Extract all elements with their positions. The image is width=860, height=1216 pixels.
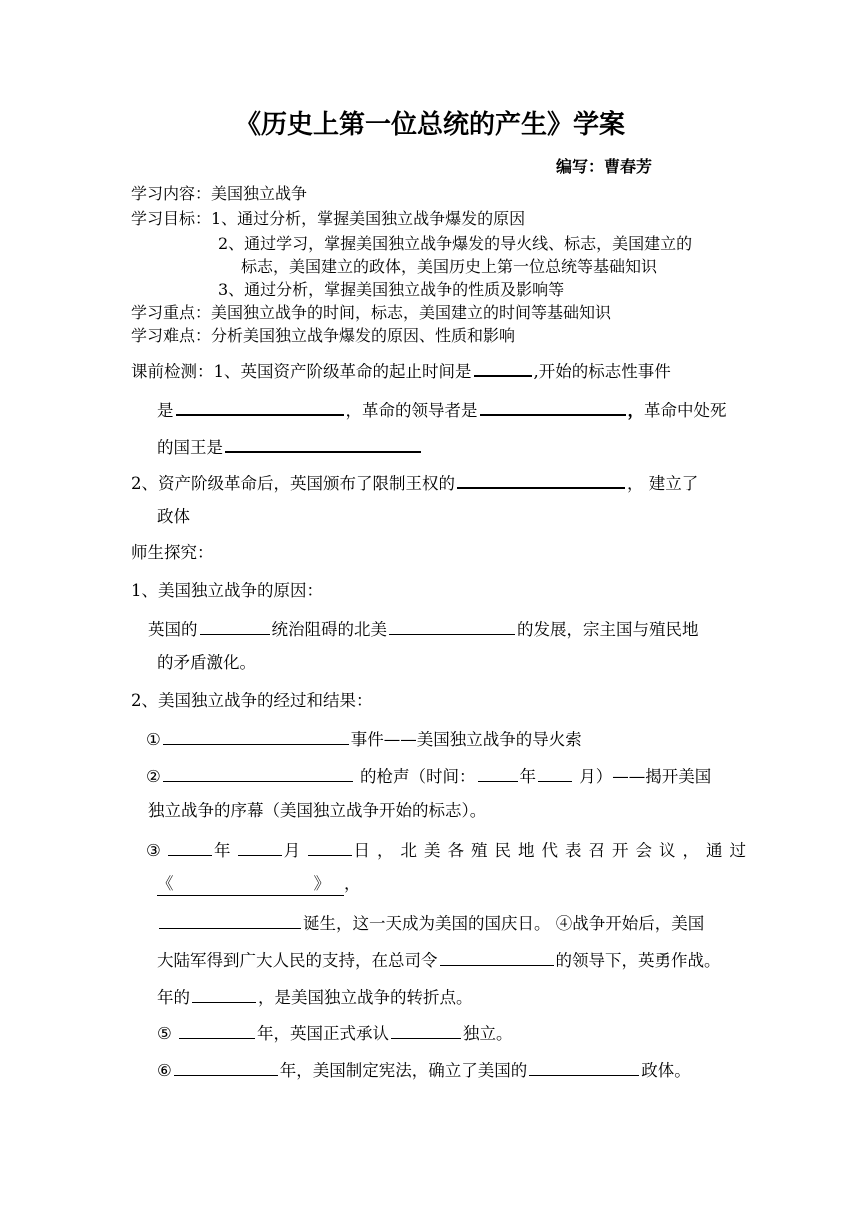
item-6-mark: ⑥ bbox=[157, 1061, 172, 1080]
author-line: 编写：曹春芳 bbox=[556, 157, 653, 176]
blank-gunshot-year[interactable] bbox=[478, 763, 518, 782]
pretest-q1-text-g: 的国王是 bbox=[157, 438, 223, 457]
blank-turning-point[interactable] bbox=[192, 984, 256, 1003]
blank-declaration-year[interactable] bbox=[168, 837, 212, 856]
blank-colonial-rule[interactable] bbox=[200, 616, 270, 635]
item-1-mark: ① bbox=[146, 730, 161, 749]
item-3-text-e: 》 bbox=[313, 874, 330, 893]
blank-bill-name[interactable] bbox=[457, 469, 625, 489]
blank-declaration-name[interactable] bbox=[157, 873, 344, 896]
section-1-line1 bbox=[148, 616, 699, 641]
item-2-text-a: 的枪声（时间： bbox=[360, 767, 476, 786]
item-6-line bbox=[157, 1057, 691, 1082]
item-5-text-b: 独立。 bbox=[463, 1024, 513, 1043]
blank-polity[interactable] bbox=[529, 1057, 639, 1076]
key-points: 学习重点：美国独立战争的时间，标志，美国建立的时间等基础知识 bbox=[131, 303, 612, 322]
study-content: 学习内容：美国独立战争 bbox=[131, 184, 308, 203]
section-2-heading: 2、美国独立战争的经过和结果： bbox=[131, 691, 373, 710]
pretest-q2-line2: 政体 bbox=[157, 507, 190, 526]
item-5-line bbox=[157, 1020, 513, 1045]
blank-revolution-period[interactable] bbox=[474, 357, 532, 377]
pretest-q1-text-e: ， bbox=[627, 401, 644, 420]
blank-fuse-event[interactable] bbox=[163, 726, 349, 745]
study-goal-2b: 标志，美国建立的政体，美国历史上第一位总统等基础知识 bbox=[241, 257, 658, 276]
item-3-line4 bbox=[157, 947, 721, 972]
page-title: 《历史上第一位总统的产生》学案 bbox=[234, 110, 625, 140]
s1-text-c: 的发展，宗主国与殖民地 bbox=[517, 620, 699, 639]
pretest-q1-text-d: ，革命的领导者是 bbox=[345, 401, 478, 420]
pretest-q1-text-b: ,开始的标志性事件 bbox=[533, 362, 671, 381]
pretest-q1-line1 bbox=[131, 357, 671, 383]
item-6-text-b: 政体。 bbox=[641, 1061, 691, 1080]
item-2-mark: ② bbox=[146, 767, 161, 786]
blank-recognition-year[interactable] bbox=[179, 1020, 255, 1039]
item-1-line bbox=[146, 726, 582, 751]
pretest-q1-text-f: 革命中处死 bbox=[644, 401, 727, 420]
item-3-text-i: 的领导下，英勇作战。 bbox=[555, 951, 721, 970]
blank-gunshot-place[interactable] bbox=[163, 763, 353, 782]
item-3-text-d: 《 bbox=[157, 874, 174, 893]
section-1-line2: 的矛盾激化。 bbox=[157, 653, 256, 672]
item-3-text-b: 月 bbox=[283, 841, 301, 860]
study-goal-3: 3、通过分析，掌握美国独立战争的性质及影响等 bbox=[218, 280, 565, 299]
item-3-text-g: 诞生，这一天成为美国的国庆日。 ④战争开始后，美国 bbox=[303, 914, 705, 933]
pretest-q2-line1 bbox=[131, 469, 698, 495]
item-3-text-f: ， bbox=[344, 874, 361, 893]
difficulties: 学习难点：分析美国独立战争爆发的原因、性质和影响 bbox=[131, 326, 516, 345]
blank-constitution-year[interactable] bbox=[174, 1057, 278, 1076]
blank-gunshot-month[interactable] bbox=[538, 763, 572, 782]
item-5-text-a: 年，英国正式承认 bbox=[257, 1024, 390, 1043]
s1-text-a: 英国的 bbox=[148, 620, 198, 639]
blank-declaration-month[interactable] bbox=[238, 837, 282, 856]
pretest-q1-line2 bbox=[157, 396, 727, 422]
item-2-line2: 独立战争的序幕（美国独立战争开始的标志）。 bbox=[148, 801, 487, 820]
blank-recognized-nation[interactable] bbox=[391, 1020, 461, 1039]
item-2-text-c: 月）——揭开美国 bbox=[579, 767, 712, 786]
item-2-text-b: 年 bbox=[519, 767, 537, 786]
item-3-text-h: 大陆军得到广大人民的支持，在总司令 bbox=[157, 951, 438, 970]
item-3-line3 bbox=[157, 910, 704, 935]
blank-revolution-leader[interactable] bbox=[480, 396, 626, 416]
item-3-text-a: 年 bbox=[214, 841, 231, 860]
blank-start-event[interactable] bbox=[176, 396, 344, 416]
item-3-text-c: 日，北美各殖民地代表召开会议，通过 bbox=[353, 841, 754, 860]
pretest-q2-text-a: 2、资产阶级革命后，英国颁布了限制王权的 bbox=[131, 474, 455, 493]
pretest-q2-text-b: ， 建立了 bbox=[627, 474, 699, 493]
blank-executed-king[interactable] bbox=[225, 433, 421, 453]
study-goal-1: 学习目标：1、通过分析，掌握美国独立战争爆发的原因 bbox=[131, 209, 526, 228]
blank-declaration-day[interactable] bbox=[308, 837, 352, 856]
study-goal-2a: 2、通过学习，掌握美国独立战争爆发的导火线、标志，美国建立的 bbox=[218, 234, 693, 253]
explore-heading: 师生探究： bbox=[131, 543, 214, 562]
item-3-line1 bbox=[146, 837, 753, 862]
item-2-line1 bbox=[146, 763, 711, 788]
item-3-mark: ③ bbox=[146, 841, 161, 860]
s1-text-b: 统治阻碍的北美 bbox=[271, 620, 387, 639]
item-3-text-k: ，是美国独立战争的转折点。 bbox=[258, 988, 473, 1007]
item-3-line5 bbox=[157, 984, 473, 1009]
pretest-q1-line3 bbox=[157, 433, 423, 459]
item-6-text-a: 年，美国制定宪法，确立了美国的 bbox=[279, 1061, 528, 1080]
item-5-mark: ⑤ bbox=[157, 1024, 172, 1043]
item-1-text: 事件——美国独立战争的导火索 bbox=[350, 730, 582, 749]
pretest-q1-text-c: 是 bbox=[157, 401, 174, 420]
blank-north-america-economy[interactable] bbox=[389, 616, 515, 635]
item-3-line2 bbox=[157, 873, 361, 896]
pretest-q1-text-a: 课前检测：1、英国资产阶级革命的起止时间是 bbox=[131, 362, 472, 381]
section-1-heading: 1、美国独立战争的原因： bbox=[131, 581, 323, 600]
blank-commander[interactable] bbox=[440, 947, 554, 966]
blank-new-nation[interactable] bbox=[159, 910, 301, 929]
item-3-text-j: 年的 bbox=[157, 988, 190, 1007]
